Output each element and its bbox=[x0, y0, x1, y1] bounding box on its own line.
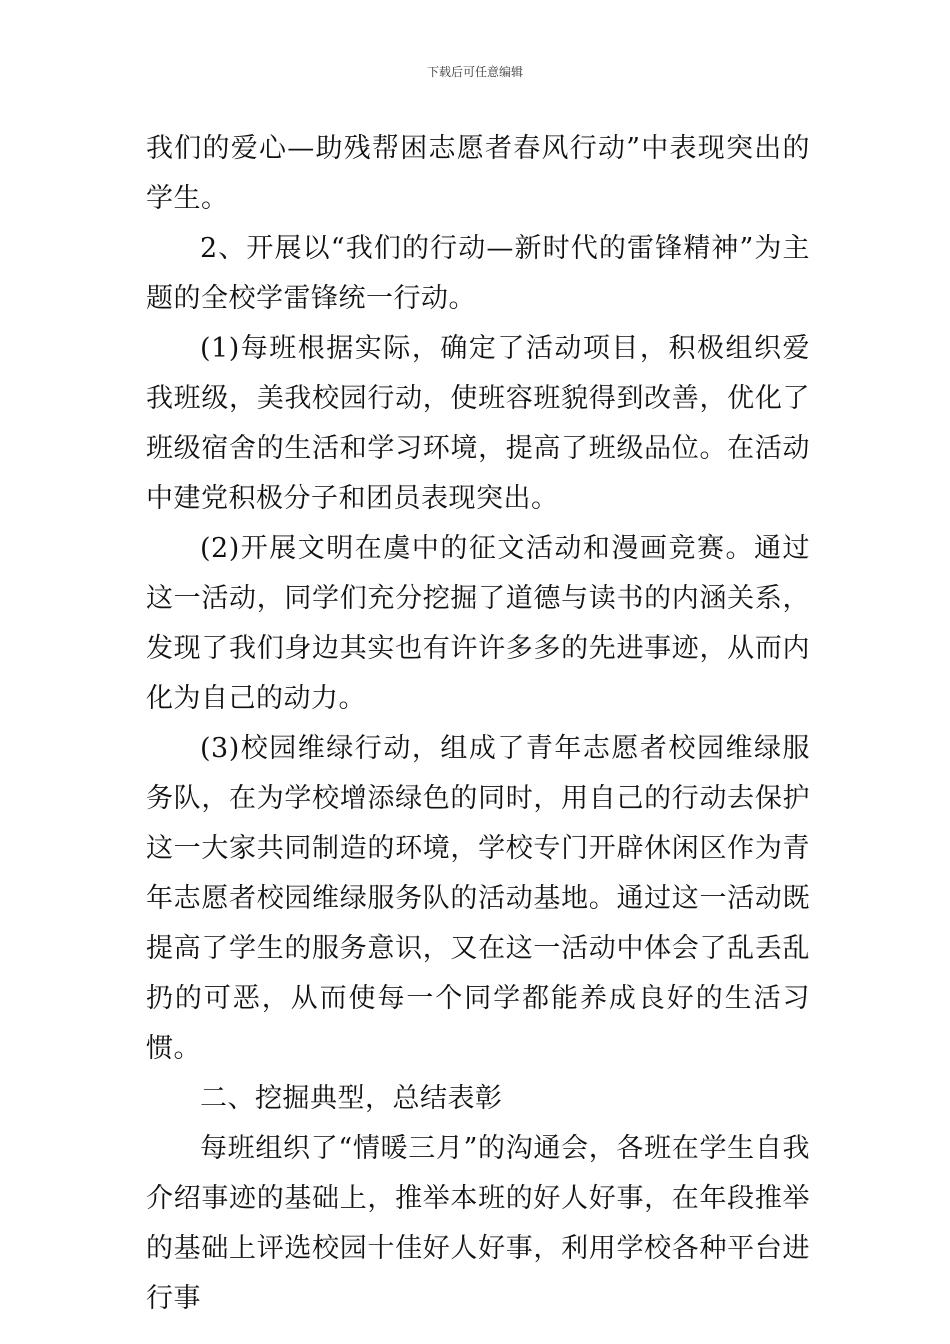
paragraph-section-body: 每班组织了“情暖三月”的沟通会，各班在学生自我介绍事迹的基础上，推举本班的好人好事，在年段推举的基础上评选校园十佳好人好事，利用学校各种平台进行事 bbox=[146, 1133, 810, 1314]
paragraph-subitem-2: (2)开展文明在虞中的征文活动和漫画竞赛。通过这一活动，同学们充分挖掘了道德与读书的内涵关系，发现了我们身边其实也有许许多多的先进事迹，从而内化为自己的动力。 bbox=[146, 533, 810, 714]
paragraph-subitem-1: (1)每班根据实际，确定了活动项目，积极组织爱我班级，美我校园行动，使班容班貌得到改善，优化了班级宿舍的生活和学习环境，提高了班级品位。在活动中建党积极分子和团员表现突出。 bbox=[146, 333, 810, 514]
paragraph-item-2: 2、开展以“我们的行动—新时代的雷锋精神”为主题的全校学雷锋统一行动。 bbox=[146, 233, 810, 314]
paragraph-subitem-3: (3)校园维绿行动，组成了青年志愿者校园维绿服务队，在为学校增添绿色的同时，用自己的行动去保护这一大家共同制造的环境，学校专门开辟休闲区作为青年志愿者校园维绿服务队的活动基地。通过这一活动既提高了学生的服务意识，又在这一活动中体会了乱丢乱扔的可恶，从而使每一个同学都能养成良好的生活习惯。 bbox=[146, 733, 810, 1064]
page-header-note: 下载后可任意编辑 bbox=[426, 65, 523, 79]
section-heading: 二、挖掘典型，总结表彰 bbox=[200, 1083, 503, 1114]
paragraph-continuation: 我们的爱心—助残帮困志愿者春风行动”中表现突出的学生。 bbox=[146, 133, 810, 214]
document-body bbox=[146, 124, 810, 1324]
